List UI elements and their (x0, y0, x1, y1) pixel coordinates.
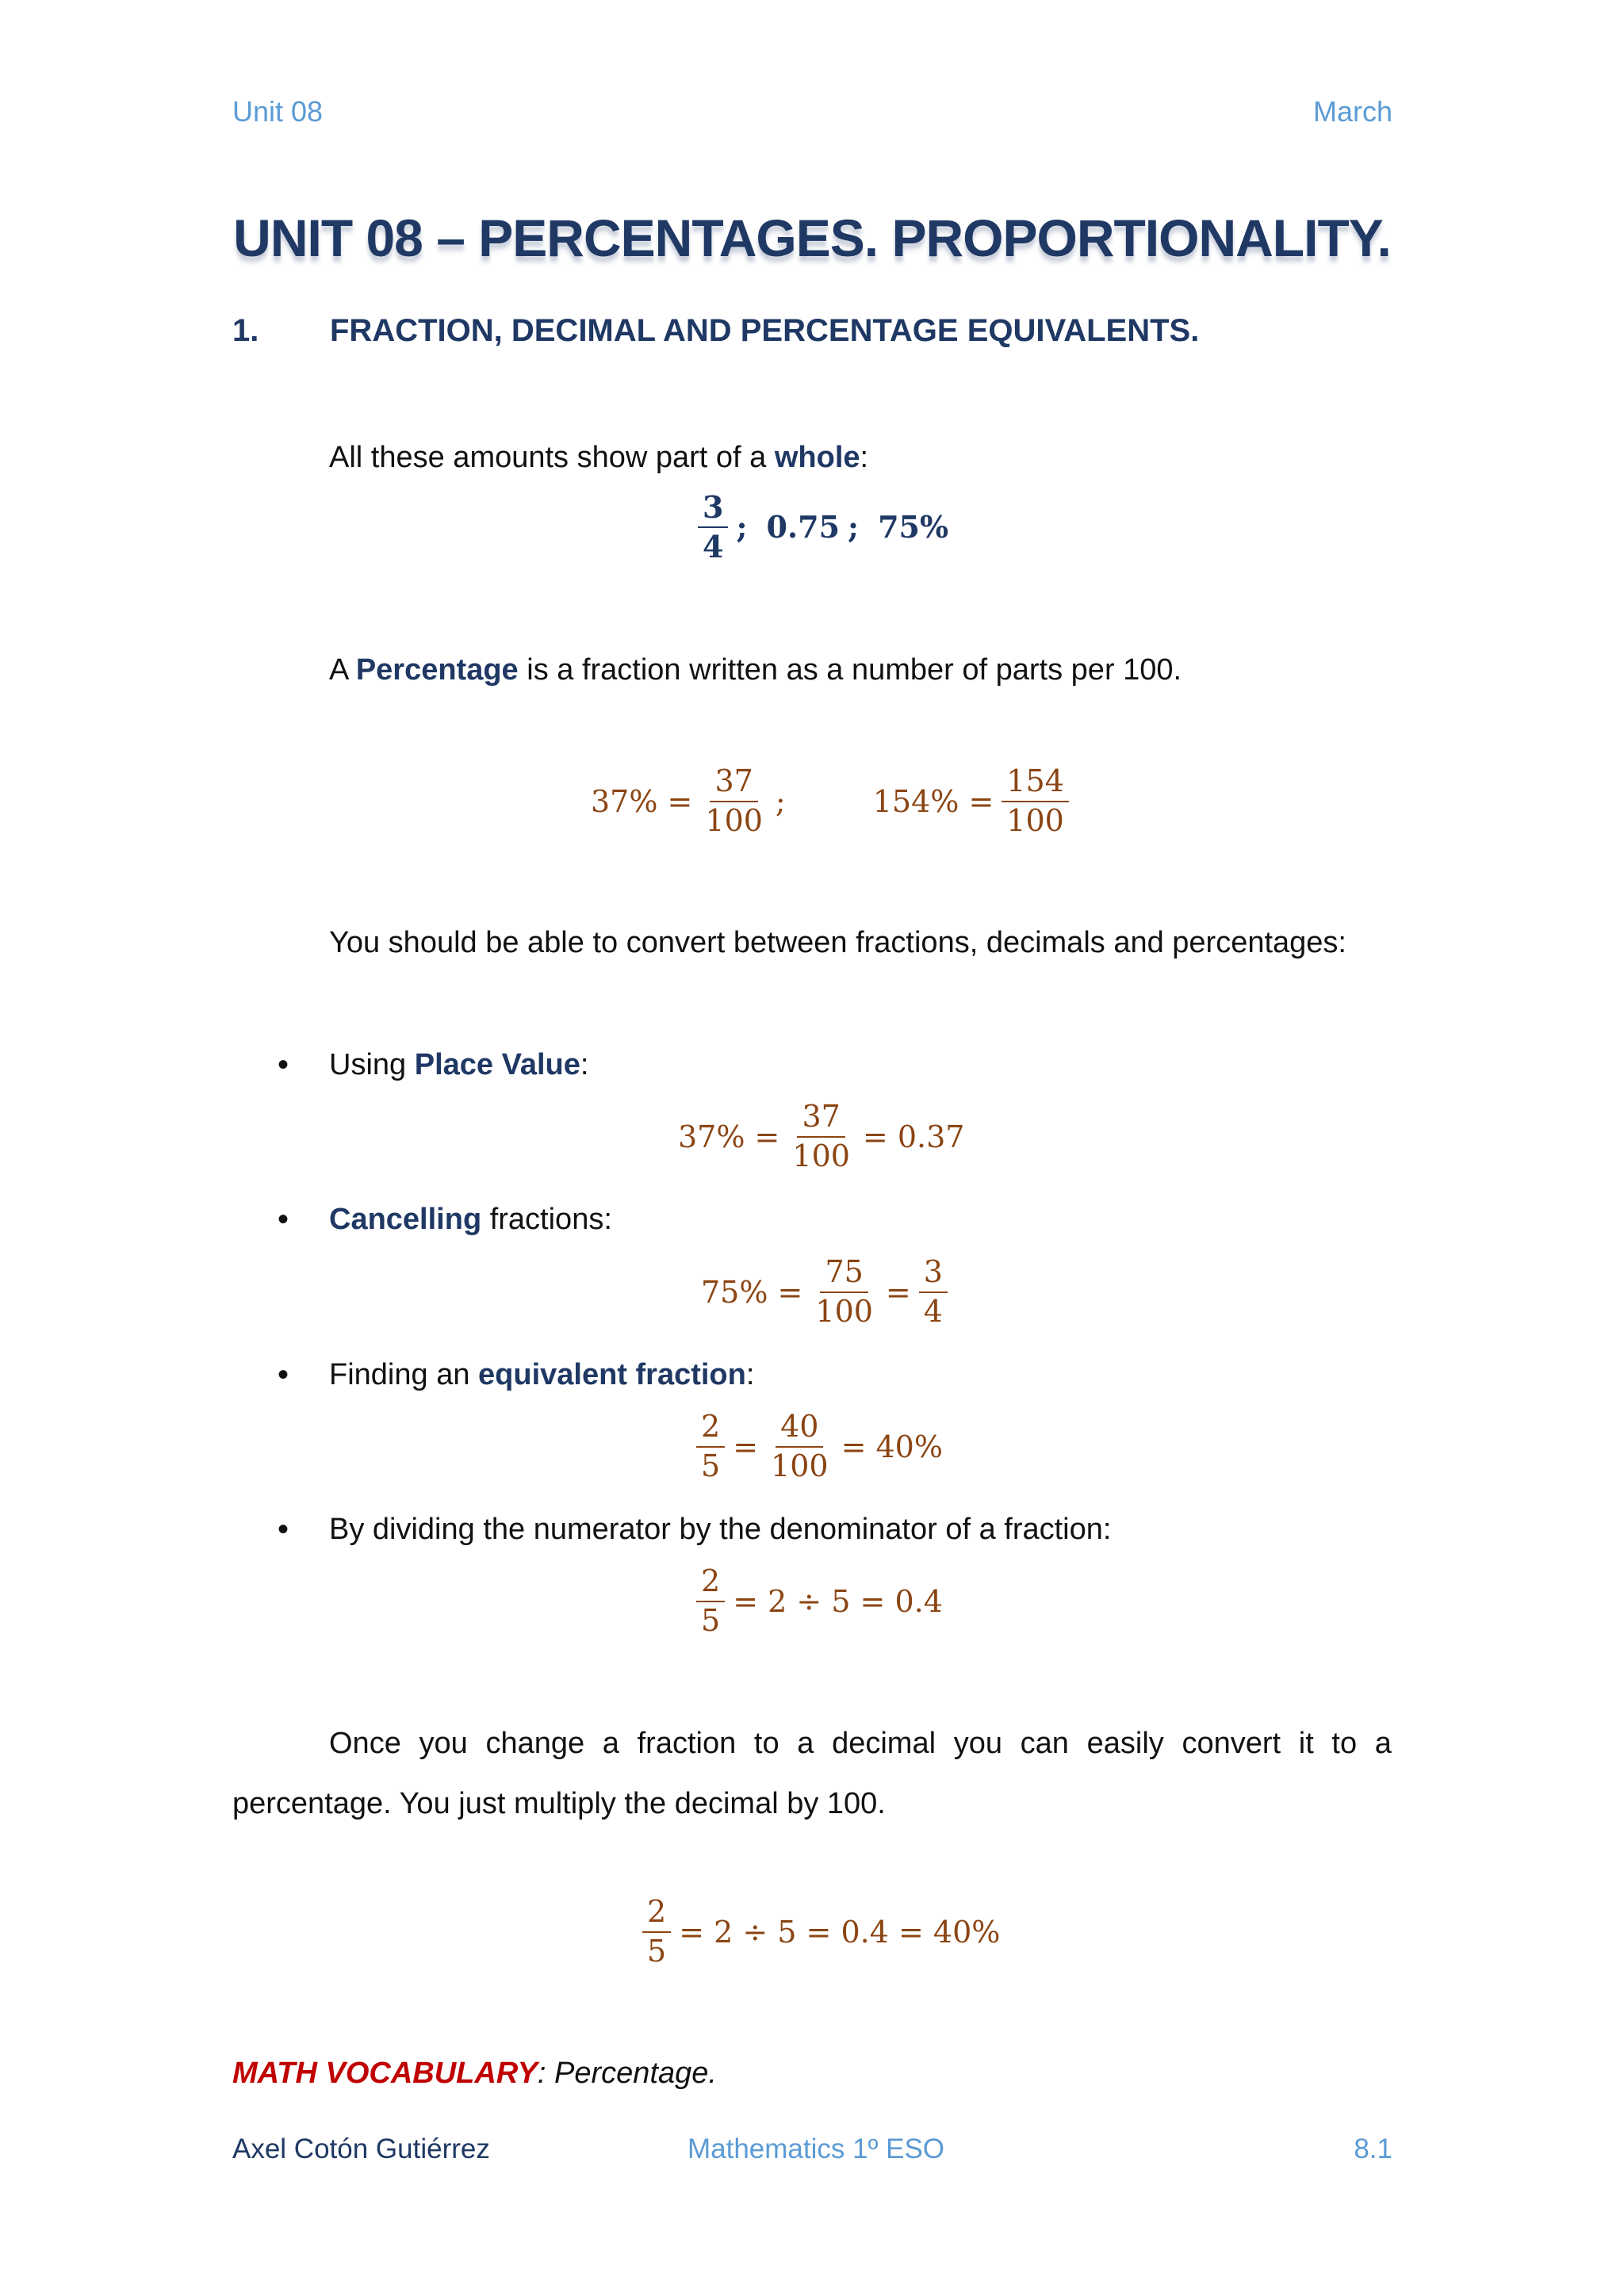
fraction-denominator: 4 (923, 1293, 943, 1329)
eq-lhs: 154% = (872, 783, 994, 819)
section-number: 1. (232, 313, 259, 348)
paragraph-word: convert (1182, 1727, 1281, 1760)
bullet-equivalent-fraction (329, 1358, 754, 1392)
eq-rhs: = 0.37 (862, 1119, 965, 1154)
fraction-numerator: 2 (696, 1566, 725, 1602)
eq-lhs: 75% = (701, 1274, 803, 1310)
fraction (919, 1254, 948, 1329)
header-unit: Unit 08 (232, 95, 324, 128)
fraction-numerator: 3 (698, 492, 728, 528)
paragraph-word: a (797, 1727, 814, 1760)
intro-text: All these amounts show part of a (329, 441, 775, 474)
paragraph-word: to (1331, 1727, 1358, 1760)
fraction (696, 1411, 725, 1483)
math-vocabulary (232, 2057, 717, 2091)
separator: ; (736, 509, 748, 545)
fraction-denominator: 5 (647, 1933, 667, 1969)
equation-cancelling (701, 1254, 948, 1329)
paragraph-word: fraction (637, 1727, 737, 1760)
fraction-three-quarters (698, 489, 728, 564)
equation-equivalents (698, 489, 949, 564)
equation-percent-examples (591, 763, 1069, 838)
vocabulary-label: MATH VOCABULARY (232, 2057, 538, 2090)
equation-fraction-to-percent (642, 1896, 1000, 1968)
fraction-numerator: 37 (710, 766, 757, 802)
fraction-numerator: 154 (1002, 766, 1069, 802)
conversion-paragraph-line2: percentage. You just multiply the decimal by 100. (232, 1787, 886, 1820)
definition-text: is a fraction written as a number of parts per 100. (518, 653, 1182, 687)
paragraph-word: easily (1086, 1727, 1164, 1760)
fraction-denominator: 100 (792, 1138, 850, 1173)
bullet-dot: • (278, 1357, 289, 1392)
bullet-end: : (745, 1358, 755, 1391)
bullet-dot: • (278, 1047, 289, 1082)
bullet-dividing: By dividing the numerator by the denominator of a fraction: (329, 1513, 1112, 1546)
fraction-numerator: 75 (820, 1257, 868, 1293)
conversion-paragraph-line1 (329, 1727, 1392, 1761)
footer-page-number: 8.1 (1354, 2133, 1392, 2164)
paragraph-word: can (1020, 1727, 1069, 1760)
eq-rhs: = 2 ÷ 5 = 0.4 (733, 1583, 943, 1619)
separator: ; (848, 509, 860, 545)
page-title: UNIT 08 – PERCENTAGES. PROPORTIONALITY. (233, 209, 1391, 267)
footer-author: Axel Cotón Gutiérrez (232, 2133, 490, 2164)
fraction-numerator: 37 (797, 1101, 845, 1138)
bullet-dot: • (278, 1202, 289, 1237)
fraction (642, 1896, 671, 1968)
fraction (810, 1254, 878, 1329)
header-month: March (1312, 95, 1392, 128)
fraction-numerator: 40 (776, 1411, 823, 1448)
eq-lhs: 37% = (591, 783, 693, 819)
equals-sign: = (733, 1429, 759, 1464)
bullet-bold: Cancelling (329, 1203, 482, 1236)
eq-rhs: = 2 ÷ 5 = 0.4 = 40% (679, 1914, 1001, 1950)
fraction-numerator: 2 (696, 1411, 725, 1448)
footer-subject: Mathematics 1º ESO (688, 2133, 945, 2164)
percent-value: 75% (878, 509, 949, 545)
vocabulary-text: : Percentage. (537, 2057, 717, 2090)
convert-paragraph: You should be able to convert between fractions, decimals and percentages: (329, 926, 1346, 959)
bullet-text: Finding an (329, 1358, 479, 1391)
paragraph-word: change (485, 1727, 585, 1760)
decimal-value: 0.75 (766, 509, 841, 545)
paragraph-word: Once (329, 1727, 401, 1760)
definition-start: A (329, 653, 356, 687)
fraction-numerator: 3 (919, 1257, 948, 1293)
fraction-denominator: 4 (703, 528, 724, 564)
intro-paragraph (329, 441, 868, 475)
fraction-denominator: 100 (1006, 802, 1064, 838)
paragraph-word: decimal (832, 1727, 936, 1760)
definition-bold-percentage: Percentage (355, 653, 519, 687)
paragraph-word: you (419, 1727, 468, 1760)
intro-end: : (860, 441, 869, 474)
fraction (700, 763, 768, 838)
fraction-denominator: 5 (701, 1602, 721, 1638)
bullet-place-value (329, 1048, 588, 1082)
equation-place-value (678, 1101, 964, 1173)
percentage-definition (329, 653, 1182, 687)
fraction (787, 1101, 855, 1173)
paragraph-word: to (753, 1727, 779, 1760)
paragraph-word: a (602, 1727, 619, 1760)
separator: ; (775, 783, 786, 819)
eq-rhs: = 40% (841, 1429, 943, 1464)
bullet-text: Using (329, 1048, 415, 1081)
fraction (766, 1411, 833, 1483)
fraction-denominator: 100 (705, 802, 763, 838)
fraction-denominator: 100 (815, 1293, 873, 1329)
bullet-end: : (580, 1048, 589, 1081)
bullet-bold: Place Value (414, 1048, 580, 1081)
paragraph-word: a (1374, 1727, 1392, 1760)
fraction-numerator: 2 (642, 1896, 671, 1933)
equation-dividing (696, 1563, 943, 1638)
bullet-end: fractions: (481, 1203, 612, 1236)
fraction (696, 1563, 725, 1638)
eq-lhs: 37% = (678, 1119, 780, 1154)
bullet-dot: • (278, 1512, 289, 1547)
intro-bold-whole: whole (774, 441, 860, 474)
section-title: FRACTION, DECIMAL AND PERCENTAGE EQUIVALENTS. (330, 313, 1200, 348)
equation-equivalent-fraction (696, 1411, 943, 1483)
paragraph-word: it (1298, 1727, 1314, 1760)
fraction-denominator: 100 (771, 1448, 829, 1483)
fraction-denominator: 5 (701, 1448, 721, 1483)
fraction (1002, 763, 1069, 838)
paragraph-word: you (953, 1727, 1002, 1760)
equals-sign: = (885, 1274, 911, 1310)
bullet-bold: equivalent fraction (478, 1358, 746, 1391)
bullet-cancelling (329, 1203, 612, 1237)
